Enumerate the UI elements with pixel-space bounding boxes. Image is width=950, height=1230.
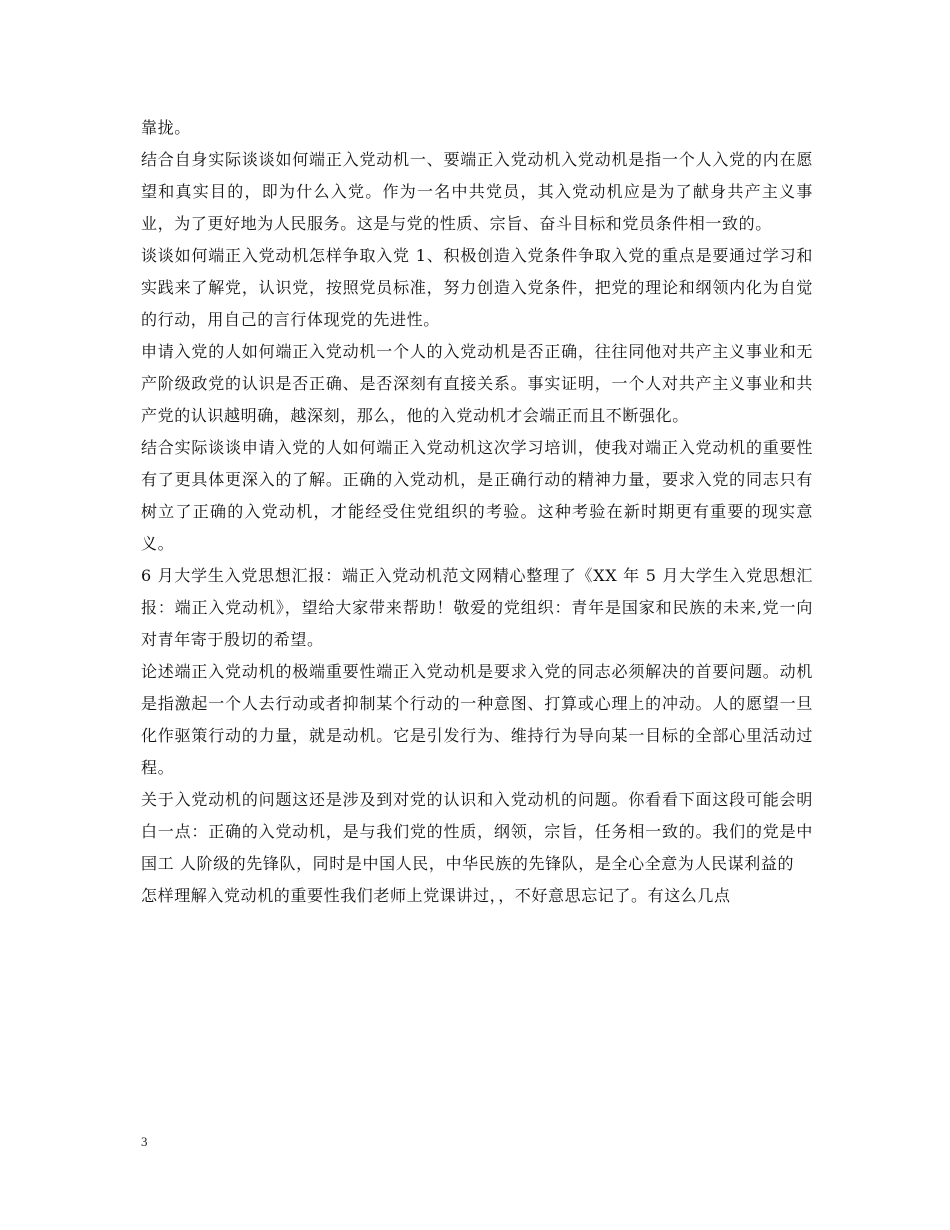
document-body [141, 112, 813, 912]
paragraph-8: 关于入党动机的问题这还是涉及到对党的认识和入党动机的问题。你看看下面这段可能会明白一点：正确的入党动机，是与我们党的性质，纲领，宗旨，任务相一致的。我们的党是中国工 人阶级的先锋队，同时是中国人民，中华民族的先锋队，是全心全意为人民谋利益的 [141, 790, 813, 873]
page-number: 3 [141, 1134, 148, 1149]
paragraph-2: 结合自身实际谈谈如何端正入党动机一、要端正入党动机入党动机是指一个人入党的内在愿望和真实目的，即为什么入党。作为一名中共党员，其入党动机应是为了献身共产主义事业，为了更好地为人民服务。这是与党的性质、宗旨、奋斗目标和党员条件相一致的。 [141, 150, 813, 233]
paragraph-3: 谈谈如何端正入党动机怎样争取入党 1、积极创造入党条件争取入党的重点是要通过学习和实践来了解党，认识党，按照党员标准，努力创造入党条件，把党的理论和纲领内化为自觉的行动，用自己的言行体现党的先进性。 [141, 246, 813, 329]
paragraph-5: 结合实际谈谈申请入党的人如何端正入党动机这次学习培训，使我对端正入党动机的重要性有了更具体更深入的了解。正确的入党动机，是正确行动的精神力量，要求入党的同志只有树立了正确的入党动机，才能经受住党组织的考验。这种考验在新时期更有重要的现实意义。 [141, 438, 813, 553]
paragraph-9: 怎样理解入党动机的重要性我们老师上党课讲过，，不好意思忘记了。有这么几点 [141, 886, 731, 905]
paragraph-1: 靠拢。 [141, 118, 191, 137]
paragraph-4: 申请入党的人如何端正入党动机一个人的入党动机是否正确，往往同他对共产主义事业和无产阶级政党的认识是否正确、是否深刻有直接关系。事实证明，一个人对共产主义事业和共产党的认识越明确，越深刻，那么，他的入党动机才会端正而且不断强化。 [141, 342, 813, 425]
paragraph-6: 6 月大学生入党思想汇报：端正入党动机范文网精心整理了《XX 年 5 月大学生入党思想汇报：端正入党动机》，望给大家带来帮助！敬爱的党组织：青年是国家和民族的未来,党一向对青年寄于殷切的希望。 [141, 566, 813, 649]
paragraph-7: 论述端正入党动机的极端重要性端正入党动机是要求入党的同志必须解决的首要问题。动机是指激起一个人去行动或者抑制某个行动的一种意图、打算或心理上的冲动。人的愿望一旦化作驱策行动的力量，就是动机。它是引发行为、维持行为导向某一目标的全部心里活动过程。 [141, 662, 813, 777]
